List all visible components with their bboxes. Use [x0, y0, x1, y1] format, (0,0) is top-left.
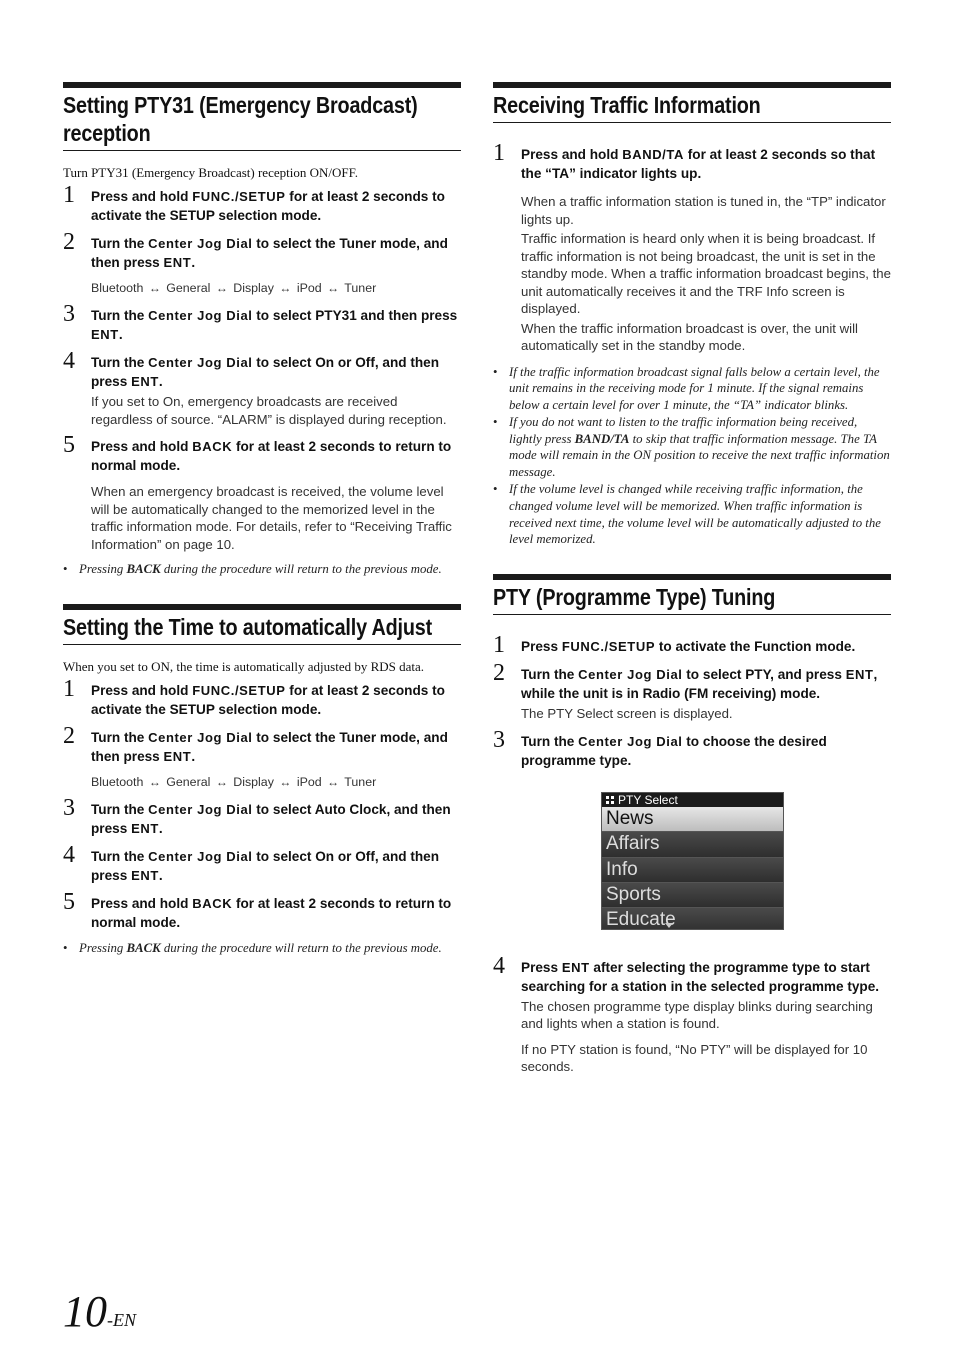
- key-label: Center Jog Dial: [148, 729, 253, 745]
- step-number: 4: [63, 841, 75, 868]
- double-arrow-icon: ↔: [148, 281, 161, 295]
- left-column: [63, 82, 461, 957]
- step-instruction: Turn the Center Jog Dial to select the Tuner mode, and then press ENT.: [91, 236, 448, 270]
- step-instruction: Press FUNC./SETUP to activate the Function mode.: [521, 639, 856, 655]
- step-5: [63, 432, 461, 553]
- step-instruction: Press and hold FUNC./SETUP for at least 2 seconds to activate the SETUP selection mode.: [91, 682, 445, 717]
- section-intro: When you set to ON, the time is automatically adjusted by RDS data.: [63, 658, 425, 674]
- section-title: Receiving Traffic Information: [493, 92, 761, 118]
- step-number: 4: [493, 952, 505, 979]
- key-label: Center Jog Dial: [148, 236, 253, 251]
- note-item: • If the traffic information broadcast signal falls below a certain level, the unit remains in the receiving mode for 1 minute. If the signal remains below a certain level for over 1 minute, the “TA” indicator blinks.: [493, 364, 891, 414]
- menu-flow: Bluetooth ↔ General ↔ Display ↔ iPod ↔ Tuner: [91, 281, 377, 295]
- step-note: If no PTY station is found, “No PTY” will be displayed for 10 seconds.: [521, 1041, 868, 1075]
- step-4: [63, 348, 461, 428]
- step-1: [493, 632, 891, 659]
- step-3: [63, 794, 461, 838]
- key-label: Center Jog Dial: [148, 355, 253, 370]
- step-2: [63, 229, 461, 297]
- key-label: BAND/TA: [622, 147, 684, 162]
- section-title: Setting the Time to automatically Adjust: [63, 613, 432, 640]
- step-5: [63, 888, 461, 932]
- step-number: 2: [63, 229, 75, 255]
- key-label: ENT: [131, 867, 159, 883]
- key-label: ENT: [131, 820, 159, 836]
- pty-option: Info: [602, 857, 783, 882]
- step-number: 1: [63, 182, 75, 208]
- step-3: [63, 301, 461, 344]
- section-header-pty31: [63, 82, 461, 151]
- screen-header: PTY Select: [602, 793, 783, 807]
- key-label: ENT: [163, 748, 192, 764]
- pty-select-screen: [601, 792, 784, 930]
- step-note: When an emergency broadcast is received, the volume level will be automatically changed to the memorized level in the traffic information mode. For details, refer to “Receiving Traffic Information” on page 10.: [91, 484, 452, 552]
- section-intro: Turn PTY31 (Emergency Broadcast) reception ON/OFF.: [63, 165, 359, 180]
- step-instruction: Turn the Center Jog Dial to select On or Off, and then press ENT.: [91, 355, 440, 389]
- key-label: ENT: [561, 959, 590, 975]
- step-instruction: Press ENT after selecting the programme type to start searching for a station in the selected programme type.: [521, 959, 880, 994]
- step-note: Traffic information is heard only when it is being broadcast. If traffic information is not being broadcast, the unit is set in the standby mode. When a traffic information broadcast begins, the unit automatically receives it and the TRF Info screen is displayed.: [521, 231, 891, 316]
- pty-option: Sports: [602, 882, 783, 907]
- step-instruction: Press and hold BACK for at least 2 seconds to return to normal mode.: [91, 439, 452, 473]
- key-label: Center Jog Dial: [148, 308, 253, 323]
- note-item: • Pressing BACK during the procedure will return to the previous mode.: [63, 940, 461, 957]
- notes-list: [493, 364, 891, 549]
- section-title: PTY (Programme Type) Tuning: [493, 584, 776, 611]
- step-number: 3: [63, 794, 75, 821]
- step-number: 3: [493, 726, 505, 753]
- key-label: BACK: [192, 439, 233, 454]
- section-header-pty: [493, 574, 891, 615]
- key-label: Center Jog Dial: [148, 848, 253, 864]
- notes-list: [63, 561, 461, 578]
- key-label: FUNC./SETUP: [561, 639, 656, 655]
- key-label: FUNC./SETUP: [192, 189, 286, 204]
- menu-grid-icon: [606, 796, 614, 804]
- step-note: The PTY Select screen is displayed.: [521, 706, 733, 722]
- step-instruction: Turn the Center Jog Dial to select the Tuner mode, and then press ENT.: [91, 729, 448, 764]
- key-label: Center Jog Dial: [148, 801, 253, 817]
- double-arrow-icon: ↔: [327, 281, 340, 295]
- key-label: FUNC./SETUP: [192, 682, 286, 698]
- double-arrow-icon: ↔: [279, 774, 292, 789]
- step-number: 3: [63, 301, 75, 327]
- step-3: [493, 726, 891, 770]
- pty-option: Affairs: [602, 831, 783, 856]
- pty-option: Educate: [602, 907, 783, 929]
- step-number: 5: [63, 432, 75, 458]
- step-instruction: Turn the Center Jog Dial to select Auto Clock, and then press ENT.: [91, 801, 451, 836]
- step-note: If you set to On, emergency broadcasts are received regardless of source. “ALARM” is displayed during reception.: [91, 394, 447, 427]
- step-instruction: Turn the Center Jog Dial to select On or Off, and then press ENT.: [91, 848, 440, 883]
- menu-flow: Bluetooth ↔ General ↔ Display ↔ iPod ↔ Tuner: [91, 774, 377, 789]
- note-item: • If the volume level is changed while receiving traffic information, the changed volume level will be memorized. When traffic information is received next time, the volume level will be automatically adjusted to the level memorized.: [493, 481, 891, 548]
- section-title: Setting PTY31 (Emergency Broadcast) reception: [63, 92, 418, 146]
- double-arrow-icon: ↔: [215, 774, 228, 789]
- scroll-down-icon: [665, 923, 673, 928]
- key-label: Center Jog Dial: [578, 733, 683, 749]
- step-note: When the traffic information broadcast is over, the unit will automatically set in the standby mode.: [521, 320, 858, 353]
- notes-list: [63, 940, 461, 957]
- step-instruction: Press and hold BAND/TA for at least 2 seconds so that the “TA” indicator lights up.: [521, 147, 876, 181]
- step-number: 2: [493, 660, 505, 687]
- note-item: • If you do not want to listen to the traffic information being received, lightly press BAND/TA to skip that traffic information message. The TA mode will remain in the ON position to receive the next traffic information message.: [493, 414, 891, 481]
- step-number: 1: [493, 632, 505, 659]
- step-1: [63, 182, 461, 225]
- section-header-time: [63, 604, 461, 645]
- step-1: [493, 140, 891, 355]
- step-number: 2: [63, 722, 75, 749]
- step-2: [493, 660, 891, 723]
- step-4: [493, 952, 891, 1076]
- double-arrow-icon: ↔: [327, 774, 340, 789]
- key-label: Center Jog Dial: [578, 667, 683, 683]
- step-2: [63, 722, 461, 791]
- page-number: 10-EN: [63, 1287, 136, 1336]
- double-arrow-icon: ↔: [279, 281, 292, 295]
- step-instruction: Press and hold FUNC./SETUP for at least 2 seconds to activate the SETUP selection mode.: [91, 189, 445, 223]
- step-number: 5: [63, 888, 75, 915]
- step-note: When a traffic information station is tuned in, the “TP” indicator lights up.: [521, 194, 886, 227]
- step-instruction: Press and hold BACK for at least 2 seconds to return to normal mode.: [91, 895, 452, 930]
- right-column: [493, 82, 891, 1076]
- step-instruction: Turn the Center Jog Dial to choose the desired programme type.: [521, 733, 827, 768]
- step-4: [63, 841, 461, 885]
- step-number: 4: [63, 348, 75, 374]
- step-number: 1: [63, 675, 75, 702]
- key-label: BACK: [192, 895, 233, 911]
- step-number: 1: [493, 140, 505, 166]
- step-instruction: Turn the Center Jog Dial to select PTY, and press ENT, while the unit is in Radio (FM receiving) mode.: [521, 667, 878, 702]
- section-header-traffic: [493, 82, 891, 123]
- pty-option-selected: News: [602, 807, 783, 831]
- step-note: The chosen programme type display blinks during searching and lights when a station is found.: [521, 998, 873, 1032]
- double-arrow-icon: ↔: [215, 281, 228, 295]
- double-arrow-icon: ↔: [148, 774, 161, 789]
- step-1: [63, 675, 461, 719]
- key-label: ENT: [845, 667, 874, 683]
- step-instruction: Turn the Center Jog Dial to select PTY31 and then press ENT.: [91, 308, 458, 342]
- note-item: • Pressing BACK during the procedure will return to the previous mode.: [63, 561, 461, 578]
- key-label: ENT: [131, 374, 159, 389]
- key-label: ENT: [91, 327, 119, 342]
- key-label: ENT: [163, 255, 192, 270]
